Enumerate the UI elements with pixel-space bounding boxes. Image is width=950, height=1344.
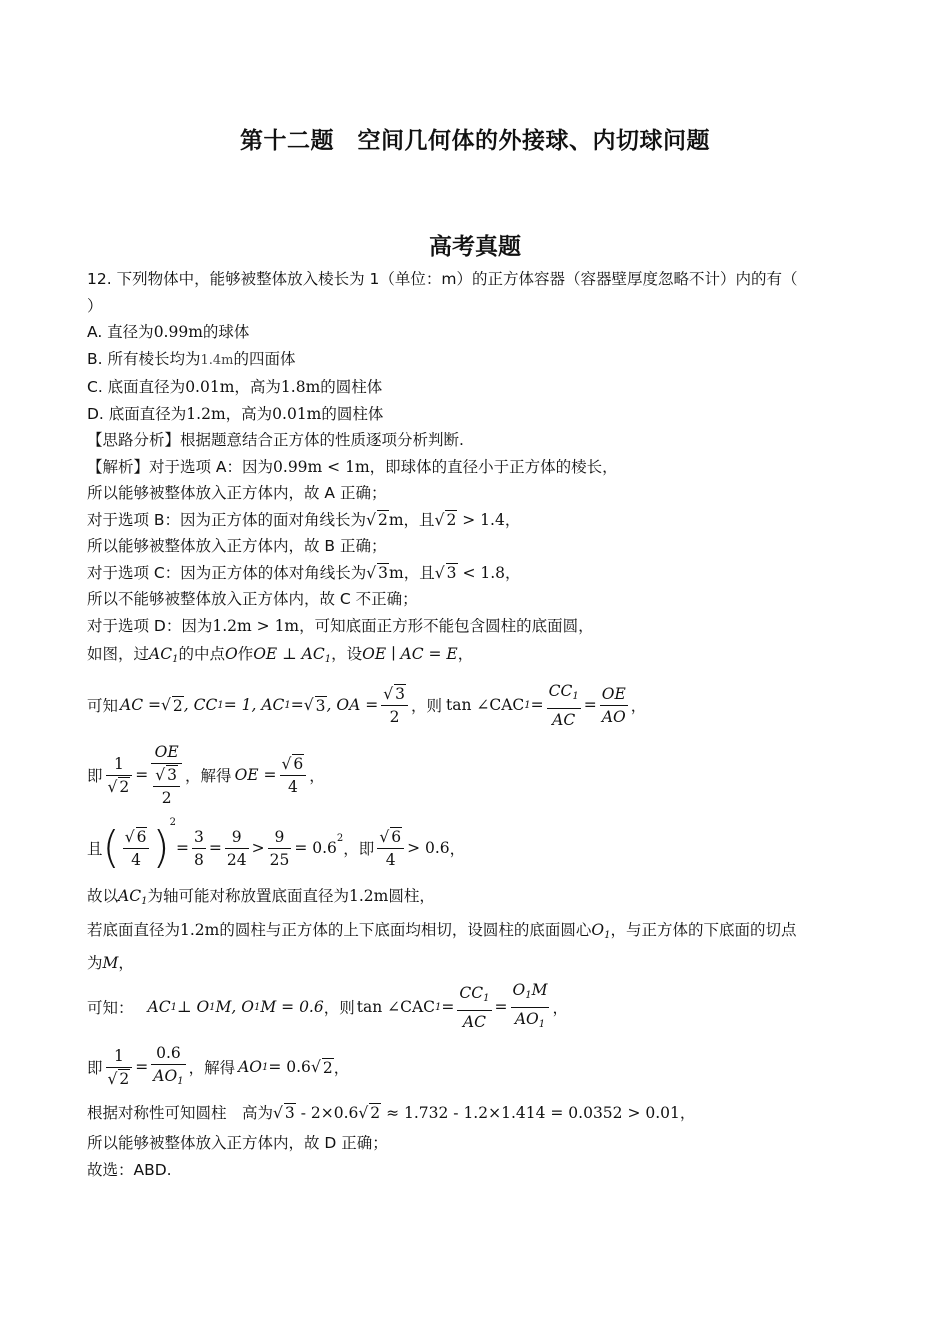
text: 可知 [87, 697, 119, 715]
radicand: 3 [395, 684, 405, 703]
text: ， [504, 510, 521, 529]
math-expr: , CC [183, 696, 218, 714]
radical-sign: √ [310, 1058, 321, 1076]
denominator: 8 [194, 850, 204, 869]
solution-line-7 [87, 613, 867, 640]
denominator: AO [601, 707, 626, 726]
denominator: √ 2 [107, 777, 130, 796]
math-value: 0.99m < 1m [273, 457, 370, 476]
text: ，解得 [185, 767, 232, 785]
denominator: √ 2 [107, 1069, 130, 1088]
text: ，则 [323, 999, 355, 1017]
left-paren: ( [102, 822, 120, 873]
text: ，即球体的直径小于正方体的棱长， [369, 457, 618, 476]
text: ， [457, 645, 474, 663]
option-text: C. 底面直径为 [87, 378, 186, 396]
fraction [457, 982, 491, 1033]
radical-sign: √ [273, 1104, 283, 1122]
text: 圆柱， [388, 887, 435, 905]
fraction [151, 1042, 185, 1093]
fraction [547, 680, 581, 731]
solution-line-3 [87, 507, 867, 534]
math-expr: AC = E [400, 645, 458, 663]
denominator: 4 [385, 850, 396, 869]
text: ，且 [403, 563, 435, 582]
math-var: AC [149, 645, 173, 663]
subscript: 1 [253, 1001, 261, 1013]
unit: m [388, 510, 404, 529]
text: 且 [87, 840, 103, 858]
subscript: 1 [261, 1061, 269, 1073]
math-value: 0.01m [185, 378, 235, 396]
subscript: 1 [284, 699, 291, 711]
text: 对于选项 C：因为正方体的体对角线长为 [87, 563, 367, 582]
text: ， [679, 1104, 696, 1122]
radicand: 2 [119, 777, 130, 796]
radical-sign: √ [366, 510, 376, 529]
option-b [87, 346, 867, 375]
math-var: AC [118, 887, 142, 905]
subscript: 1 [524, 699, 531, 711]
text: 为轴可能对称放置底面直径为 [147, 887, 349, 905]
math-value: 1.2m [180, 921, 220, 939]
math-var: CC [548, 681, 573, 700]
option-text: 的球体 [202, 323, 250, 341]
superscript: 2 [169, 817, 176, 828]
text: ， [630, 697, 647, 715]
numerator: √ 6 [280, 753, 307, 776]
radical-sign: √ [366, 563, 377, 582]
radicand: 2 [377, 510, 388, 529]
math-expr: ≈ 1.732 - 1.2×1.414 = 0.0352 > 0.01 [381, 1104, 680, 1122]
text: ，可知底面正方形不能包含圆柱的底面圆， [299, 616, 594, 635]
radicand: 3 [315, 696, 326, 715]
option-text: A. 直径为 [87, 323, 154, 341]
radicand: 2 [119, 1069, 130, 1088]
solution-line-9 [87, 675, 867, 735]
math-symbol: = [208, 839, 222, 857]
option-text: D. 底面直径为 [87, 404, 187, 423]
radical-sign: √ [434, 510, 445, 529]
math-expr: ⊥ O [176, 998, 210, 1016]
text: ， [333, 1059, 350, 1077]
denominator [151, 764, 182, 809]
math-value: 0.99m [153, 323, 203, 341]
math-value: > 1.4 [457, 510, 505, 529]
math-var: O [224, 645, 238, 663]
math-symbol: = [135, 766, 149, 784]
text: 的中点 [178, 645, 225, 663]
text: ， [505, 563, 521, 582]
fraction [106, 753, 133, 798]
math-symbol: = [441, 998, 455, 1016]
problem-stem [87, 266, 877, 319]
denominator: 24 [226, 850, 247, 869]
right-paren: ) [152, 822, 170, 873]
denominator: 4 [131, 850, 141, 869]
numerator: √ 3 [381, 683, 408, 706]
fraction [123, 826, 150, 871]
math-value: 1.4m [200, 352, 234, 368]
subscript: 1 [525, 989, 532, 1001]
subscript: 1 [483, 992, 490, 1004]
fraction [192, 826, 206, 871]
math-expr: = 1, AC [223, 696, 285, 714]
radicand: 3 [446, 563, 457, 582]
problem-content [87, 266, 867, 1183]
text: 如图，过 [87, 645, 150, 663]
section-heading: 高考真题 [429, 234, 521, 260]
option-a [87, 319, 867, 346]
denominator: AC [462, 1012, 486, 1031]
numerator [547, 680, 581, 709]
text: ，即 [343, 840, 375, 858]
stem-text-end: ） [87, 296, 103, 315]
radical-sign: √ [160, 696, 171, 714]
math-expr: , OA = [326, 696, 379, 714]
text: 根据对称性可知圆柱 高为 [87, 1104, 274, 1122]
radicand: 2 [370, 1104, 381, 1122]
numerator [457, 982, 491, 1011]
text: 即 [87, 1059, 103, 1077]
math-symbol: = [583, 696, 597, 714]
subscript: 1 [170, 1001, 177, 1013]
math-symbol: = [135, 1058, 149, 1076]
radicand: 6 [136, 827, 147, 846]
text: ，与正方体的下底面的切点 [610, 921, 797, 939]
math-var: AO [238, 1058, 262, 1076]
solution-line-18: 所以能够被整体放入正方体内，故 D 正确； [87, 1134, 388, 1152]
math-expr: M, O [215, 998, 254, 1016]
page-title: 第十二题 空间几何体的外接球、内切球问题 [240, 128, 710, 154]
math-expr: tan ∠CAC [445, 696, 525, 714]
numerator: 3 [192, 826, 206, 849]
subscript: 1 [435, 1001, 442, 1013]
text: ，则 [410, 697, 442, 715]
math-var: M [531, 980, 548, 999]
option-text: ，高为 [234, 378, 281, 396]
text: 若底面直径为 [87, 921, 181, 939]
fraction [225, 826, 249, 871]
math-symbol: ∣ [386, 645, 401, 663]
subscript: 1 [177, 1075, 184, 1087]
numerator: 9 [268, 826, 292, 849]
text: ， [118, 953, 134, 972]
radicand: 6 [293, 754, 304, 773]
math-value: = 0.6 [294, 839, 337, 857]
math-var: AO [153, 1066, 178, 1085]
text: 作 [237, 645, 254, 663]
math-expr: AC [147, 998, 171, 1016]
solution-line-1 [87, 454, 867, 481]
numerator: 1 [106, 753, 133, 776]
denominator: 25 [269, 850, 290, 869]
subscript: 1 [572, 690, 579, 702]
subscript: 1 [217, 699, 224, 711]
denominator [151, 1065, 185, 1093]
option-text: 的圆柱体 [321, 404, 384, 423]
math-var: O [512, 980, 526, 999]
solution-line-16 [87, 1038, 867, 1096]
text: 故以 [87, 887, 119, 905]
math-value: = 0.6 [268, 1058, 311, 1076]
text: ，解得 [188, 1059, 236, 1077]
math-expr: M = 0.6 [260, 998, 324, 1016]
subscript: 1 [324, 654, 332, 665]
solution-line-12 [87, 881, 867, 917]
math-expr: = [290, 696, 304, 714]
numerator: 0.6 [151, 1042, 185, 1065]
math-value: 0.01m [272, 404, 322, 423]
math-value: > 0.6 [407, 839, 450, 857]
math-value: 1.2m [348, 887, 389, 905]
superscript: 2 [336, 833, 344, 844]
math-value: 1.2m > 1m [212, 616, 300, 635]
radicand: 3 [378, 563, 389, 582]
text: 对于选项 D：因为 [87, 616, 213, 635]
subscript: 1 [172, 654, 179, 665]
text: ，设 [331, 645, 363, 663]
math-expr: - 2×0.6 [295, 1104, 359, 1122]
stem-text: 12. 下列物体中，能够被整体放入棱长为 1（单位：m）的正方体容器（容器壁厚度忽略不计）内的有（ [87, 270, 798, 288]
math-symbol: > [251, 839, 265, 857]
radicand: 2 [446, 510, 457, 529]
radicand: 3 [284, 1104, 295, 1122]
numerator [511, 979, 550, 1008]
numerator: √ 6 [123, 826, 150, 849]
unit: m [389, 563, 404, 582]
option-text: B. 所有棱长均为 [87, 349, 201, 368]
inner-denominator: 2 [161, 789, 172, 807]
analysis-line: 【思路分析】根据题意结合正方体的性质逐项分析判断. [87, 431, 464, 449]
solution-line-2: 所以能够被整体放入正方体内，故 A 正确； [87, 484, 387, 502]
text: ， [552, 999, 568, 1017]
math-var: AO [514, 1009, 539, 1028]
option-c [87, 374, 867, 401]
math-expr: OE = [234, 766, 277, 784]
numerator: 9 [225, 826, 249, 849]
fraction [151, 741, 182, 809]
math-symbol: = [494, 998, 508, 1016]
solution-line-8 [87, 639, 867, 675]
fraction [600, 683, 628, 728]
text: 的圆柱与正方体的上下底面均相切，设圆柱的底面圆心 [219, 921, 592, 939]
option-d [87, 401, 867, 428]
text: ，且 [403, 510, 435, 529]
radicand: 6 [391, 827, 402, 846]
math-value: < 1.8 [457, 563, 506, 582]
text: 为 [87, 953, 103, 972]
fraction [280, 753, 307, 798]
solution-line-4: 所以能够被整体放入正方体内，故 B 正确； [87, 537, 387, 555]
numerator: √ 6 [377, 826, 404, 849]
subscript: 1 [141, 896, 148, 907]
text: 对于选项 B：因为正方体的面对角线长为 [87, 510, 367, 529]
subscript: 1 [538, 1018, 546, 1030]
text: ， [309, 767, 325, 785]
option-text: 的圆柱体 [320, 378, 383, 396]
math-var: CC [459, 983, 484, 1002]
text: 即 [87, 767, 103, 785]
solution-line-17 [87, 1096, 867, 1130]
solution-line-6: 所以不能够被整体放入正方体内，故 C 不正确； [87, 590, 418, 608]
inner-numerator: √ 3 [153, 764, 180, 787]
math-value: 1.8m [280, 378, 321, 396]
fraction [511, 979, 550, 1036]
denominator: AC [552, 710, 576, 729]
math-symbol: = [530, 696, 544, 714]
math-symbol: = [176, 839, 189, 857]
math-expr: tan ∠CAC [356, 998, 436, 1016]
radicand: 3 [167, 766, 178, 784]
option-text: ，高为 [225, 404, 273, 423]
radical-sign: √ [303, 696, 314, 714]
numerator: OE [151, 741, 182, 764]
fraction [106, 1045, 133, 1090]
text: 可知： [87, 999, 134, 1017]
solution-line-15 [87, 976, 867, 1038]
fraction [268, 826, 292, 871]
math-var: M [102, 953, 119, 972]
solution-line-13 [87, 917, 867, 950]
solution-line-14 [87, 950, 867, 977]
text: 【解析】对于选项 A：因为 [87, 457, 274, 476]
solution-line-11 [87, 815, 867, 881]
option-text: 的四面体 [233, 349, 296, 368]
denominator: 2 [389, 707, 400, 726]
denominator: 4 [287, 777, 298, 796]
radicand: 2 [172, 696, 183, 715]
math-var: OE [362, 645, 387, 663]
radical-sign: √ [358, 1104, 369, 1122]
solution-line-10 [87, 735, 867, 815]
numerator: OE [600, 683, 628, 706]
radicand: 2 [322, 1058, 333, 1077]
fraction [377, 826, 404, 871]
numerator: 1 [106, 1045, 133, 1068]
math-value: 1.2m [186, 404, 226, 423]
fraction [381, 683, 408, 728]
math-expr: OE ⊥ AC [253, 645, 325, 663]
denominator [511, 1008, 550, 1036]
text: ， [449, 840, 466, 858]
subscript: 1 [209, 1001, 216, 1013]
subscript: 1 [604, 930, 611, 941]
radical-sign: √ [434, 563, 445, 582]
solution-line-5 [87, 560, 867, 587]
solution-answer: 故选：ABD. [87, 1160, 172, 1179]
math-var: O [591, 921, 605, 939]
math-expr: AC = [120, 696, 161, 714]
